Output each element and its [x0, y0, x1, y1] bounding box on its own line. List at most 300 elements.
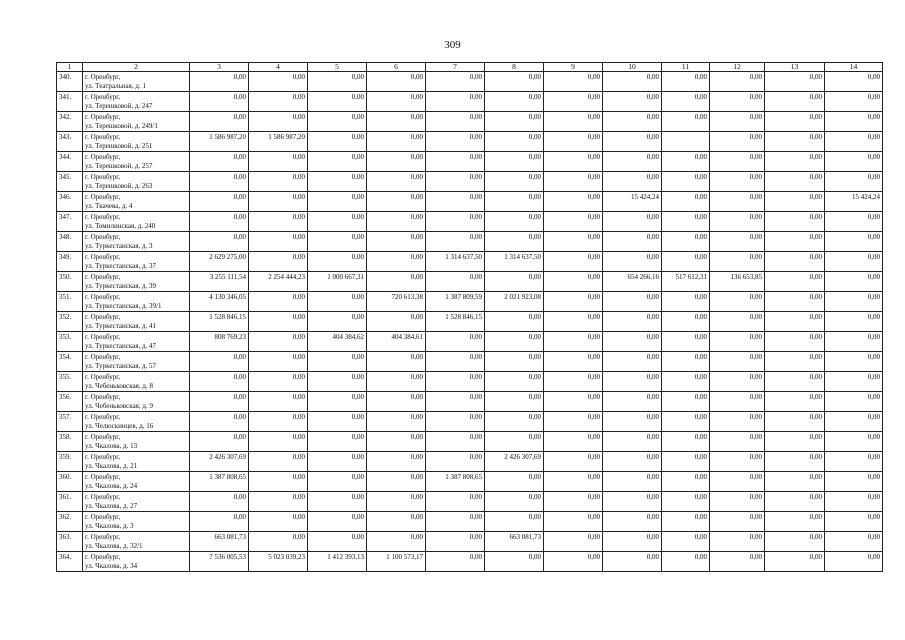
value-cell-col-13: 0,00 [765, 472, 825, 492]
table-row [57, 552, 883, 572]
value-cell-col-14: 0,00 [825, 332, 883, 352]
value-cell-col-3: 7 536 005,53 [190, 552, 249, 572]
value-cell-col-14: 0,00 [825, 352, 883, 372]
value-cell-col-5: 0,00 [308, 232, 367, 252]
address-cell [83, 312, 190, 332]
value-cell-col-4: 0,00 [249, 252, 308, 272]
value-cell-col-4: 1 586 987,20 [249, 132, 308, 152]
value-cell-col-11: 0,00 [662, 232, 710, 252]
address-city: г. Оренбург, [85, 293, 121, 301]
address-cell [83, 412, 190, 432]
value-cell-col-12: 0,00 [710, 332, 765, 352]
row-number: 354. [57, 352, 83, 372]
address-street: ул. Туркестанская, д. 47 [85, 342, 157, 350]
value-cell-col-14: 0,00 [825, 232, 883, 252]
value-cell-col-8: 0,00 [485, 132, 544, 152]
value-cell-col-12: 0,00 [710, 552, 765, 572]
value-cell-col-10: 654 266,16 [603, 272, 662, 292]
address-city: г. Оренбург, [85, 553, 121, 561]
value-cell-col-6: 404 384,61 [367, 332, 426, 352]
address-cell [83, 552, 190, 572]
value-cell-col-12: 0,00 [710, 232, 765, 252]
address-city: г. Оренбург, [85, 353, 121, 361]
value-cell-col-11: 0,00 [662, 432, 710, 452]
row-number: 357. [57, 412, 83, 432]
value-cell-col-5: 0,00 [308, 312, 367, 332]
address-street: ул. Туркестанская, д. 39 [85, 282, 157, 290]
column-header-13: 13 [765, 63, 825, 72]
value-cell-col-11: 0,00 [662, 512, 710, 532]
address-city: г. Оренбург, [85, 253, 121, 261]
value-cell-col-4: 0,00 [249, 212, 308, 232]
value-cell-col-6: 0,00 [367, 432, 426, 452]
address-street: ул. Туркестанская, д. 3 [85, 242, 153, 250]
value-cell-col-5: 0,00 [308, 72, 367, 92]
value-cell-col-10: 0,00 [603, 472, 662, 492]
value-cell-col-13: 0,00 [765, 92, 825, 112]
value-cell-col-14: 0,00 [825, 312, 883, 332]
value-cell-col-9: 0,00 [544, 352, 603, 372]
table-row [57, 232, 883, 252]
value-cell-col-7: 0,00 [426, 392, 485, 412]
value-cell-col-3: 1 528 846,15 [190, 312, 249, 332]
value-cell-col-9: 0,00 [544, 392, 603, 412]
row-number: 348. [57, 232, 83, 252]
value-cell-col-6: 0,00 [367, 192, 426, 212]
value-cell-col-4: 0,00 [249, 152, 308, 172]
address-city: г. Оренбург, [85, 533, 121, 541]
value-cell-col-10: 0,00 [603, 112, 662, 132]
value-cell-col-7: 1 314 637,50 [426, 252, 485, 272]
table-row [57, 332, 883, 352]
value-cell-col-12: 0,00 [710, 92, 765, 112]
value-cell-col-13: 0,00 [765, 452, 825, 472]
value-cell-col-7: 0,00 [426, 192, 485, 212]
value-cell-col-11: 517 612,31 [662, 272, 710, 292]
value-cell-col-11: 0,00 [662, 452, 710, 472]
address-city: г. Оренбург, [85, 153, 121, 161]
column-header-4: 4 [249, 63, 308, 72]
value-cell-col-9: 0,00 [544, 412, 603, 432]
table-row [57, 92, 883, 112]
address-cell [83, 112, 190, 132]
value-cell-col-7: 0,00 [426, 412, 485, 432]
value-cell-col-5: 0,00 [308, 432, 367, 452]
value-cell-col-4: 5 023 039,23 [249, 552, 308, 572]
table-row [57, 392, 883, 412]
address-street: ул. Чкалова, д. 3 [85, 522, 134, 530]
value-cell-col-6: 0,00 [367, 172, 426, 192]
value-cell-col-6: 0,00 [367, 492, 426, 512]
column-header-8: 8 [485, 63, 544, 72]
data-table [56, 62, 883, 572]
value-cell-col-6: 0,00 [367, 392, 426, 412]
value-cell-col-7: 0,00 [426, 172, 485, 192]
value-cell-col-13: 0,00 [765, 172, 825, 192]
value-cell-col-7: 0,00 [426, 132, 485, 152]
value-cell-col-7: 0,00 [426, 532, 485, 552]
value-cell-col-13: 0,00 [765, 252, 825, 272]
value-cell-col-8: 0,00 [485, 432, 544, 452]
value-cell-col-6: 0,00 [367, 92, 426, 112]
value-cell-col-10: 15 424,24 [603, 192, 662, 212]
value-cell-col-9: 0,00 [544, 472, 603, 492]
value-cell-col-10: 0,00 [603, 72, 662, 92]
value-cell-col-11: 0,00 [662, 192, 710, 212]
value-cell-col-9: 0,00 [544, 72, 603, 92]
header-row [57, 63, 883, 72]
value-cell-col-11: 0,00 [662, 552, 710, 572]
address-cell [83, 332, 190, 352]
column-header-5: 5 [308, 63, 367, 72]
table-row [57, 172, 883, 192]
value-cell-col-8: 0,00 [485, 492, 544, 512]
address-street: ул. Чкалова, д. 34 [85, 562, 138, 570]
value-cell-col-12: 0,00 [710, 212, 765, 232]
value-cell-col-14: 0,00 [825, 252, 883, 272]
value-cell-col-12: 0,00 [710, 532, 765, 552]
value-cell-col-5: 0,00 [308, 292, 367, 312]
value-cell-col-10: 0,00 [603, 152, 662, 172]
column-header-6: 6 [367, 63, 426, 72]
address-cell [83, 92, 190, 112]
value-cell-col-12: 0,00 [710, 452, 765, 472]
value-cell-col-4: 0,00 [249, 412, 308, 432]
value-cell-col-9: 0,00 [544, 312, 603, 332]
address-cell [83, 172, 190, 192]
value-cell-col-11: 0,00 [662, 352, 710, 372]
value-cell-col-3: 2 426 307,69 [190, 452, 249, 472]
value-cell-col-3: 663 081,73 [190, 532, 249, 552]
value-cell-col-7: 0,00 [426, 212, 485, 232]
value-cell-col-8: 2 426 307,69 [485, 452, 544, 472]
value-cell-col-10: 0,00 [603, 212, 662, 232]
column-header-3: 3 [190, 63, 249, 72]
value-cell-col-11: 0,00 [662, 392, 710, 412]
value-cell-col-12: 0,00 [710, 512, 765, 532]
value-cell-col-3: 0,00 [190, 432, 249, 452]
value-cell-col-8: 2 021 923,08 [485, 292, 544, 312]
value-cell-col-6: 0,00 [367, 232, 426, 252]
value-cell-col-9: 0,00 [544, 532, 603, 552]
value-cell-col-3: 0,00 [190, 232, 249, 252]
address-city: г. Оренбург, [85, 453, 121, 461]
value-cell-col-8: 0,00 [485, 552, 544, 572]
value-cell-col-7: 0,00 [426, 372, 485, 392]
value-cell-col-5: 0,00 [308, 412, 367, 432]
value-cell-col-8: 0,00 [485, 112, 544, 132]
value-cell-col-5: 0,00 [308, 352, 367, 372]
value-cell-col-6: 0,00 [367, 112, 426, 132]
row-number: 347. [57, 212, 83, 232]
value-cell-col-10: 0,00 [603, 92, 662, 112]
value-cell-col-8: 663 081,73 [485, 532, 544, 552]
value-cell-col-12: 0,00 [710, 412, 765, 432]
value-cell-col-11: 0,00 [662, 172, 710, 192]
value-cell-col-13: 0,00 [765, 432, 825, 452]
value-cell-col-12: 0,00 [710, 392, 765, 412]
address-cell [83, 72, 190, 92]
value-cell-col-7: 0,00 [426, 432, 485, 452]
table-row [57, 452, 883, 472]
address-street: ул. Чебеньковская, д. 9 [85, 402, 153, 410]
value-cell-col-11: 0,00 [662, 312, 710, 332]
value-cell-col-10: 0,00 [603, 332, 662, 352]
address-street: ул. Чебеньковская, д. 8 [85, 382, 153, 390]
value-cell-col-6: 0,00 [367, 272, 426, 292]
address-cell [83, 152, 190, 172]
value-cell-col-12: 0,00 [710, 292, 765, 312]
value-cell-col-13: 0,00 [765, 112, 825, 132]
value-cell-col-7: 0,00 [426, 512, 485, 532]
address-cell [83, 452, 190, 472]
value-cell-col-12: 0,00 [710, 252, 765, 272]
value-cell-col-4: 0,00 [249, 512, 308, 532]
value-cell-col-14: 0,00 [825, 472, 883, 492]
column-header-9: 9 [544, 63, 603, 72]
row-number: 364. [57, 552, 83, 572]
value-cell-col-10: 0,00 [603, 372, 662, 392]
column-header-7: 7 [426, 63, 485, 72]
row-number: 362. [57, 512, 83, 532]
value-cell-col-9: 0,00 [544, 492, 603, 512]
value-cell-col-7: 0,00 [426, 92, 485, 112]
value-cell-col-14: 0,00 [825, 172, 883, 192]
value-cell-col-14: 0,00 [825, 152, 883, 172]
value-cell-col-14: 0,00 [825, 552, 883, 572]
row-number: 356. [57, 392, 83, 412]
address-city: г. Оренбург, [85, 373, 121, 381]
value-cell-col-8: 0,00 [485, 332, 544, 352]
value-cell-col-8: 0,00 [485, 392, 544, 412]
value-cell-col-6: 0,00 [367, 452, 426, 472]
value-cell-col-8: 0,00 [485, 212, 544, 232]
address-city: г. Оренбург, [85, 473, 121, 481]
address-street: ул. Туркестанская, д. 39/1 [85, 302, 162, 310]
value-cell-col-3: 0,00 [190, 112, 249, 132]
address-city: г. Оренбург, [85, 173, 121, 181]
table-row [57, 312, 883, 332]
value-cell-col-5: 0,00 [308, 472, 367, 492]
value-cell-col-4: 0,00 [249, 92, 308, 112]
row-number: 344. [57, 152, 83, 172]
value-cell-col-13: 0,00 [765, 152, 825, 172]
value-cell-col-10: 0,00 [603, 532, 662, 552]
address-city: г. Оренбург, [85, 213, 121, 221]
value-cell-col-12: 0,00 [710, 472, 765, 492]
value-cell-col-14: 0,00 [825, 532, 883, 552]
value-cell-col-10: 0,00 [603, 552, 662, 572]
value-cell-col-5: 0,00 [308, 112, 367, 132]
value-cell-col-4: 0,00 [249, 292, 308, 312]
address-city: г. Оренбург, [85, 273, 121, 281]
address-cell [83, 192, 190, 212]
value-cell-col-14: 0,00 [825, 392, 883, 412]
value-cell-col-4: 0,00 [249, 232, 308, 252]
value-cell-col-12: 0,00 [710, 172, 765, 192]
row-number: 343. [57, 132, 83, 152]
table-row [57, 212, 883, 232]
value-cell-col-3: 808 769,23 [190, 332, 249, 352]
address-street: ул. Челюскинцев, д. 16 [85, 422, 154, 430]
address-city: г. Оренбург, [85, 133, 121, 141]
value-cell-col-8: 0,00 [485, 92, 544, 112]
value-cell-col-8: 0,00 [485, 172, 544, 192]
value-cell-col-11: 0,00 [662, 372, 710, 392]
value-cell-col-6: 0,00 [367, 252, 426, 272]
value-cell-col-4: 0,00 [249, 392, 308, 412]
value-cell-col-10: 0,00 [603, 492, 662, 512]
value-cell-col-7: 0,00 [426, 232, 485, 252]
address-city: г. Оренбург, [85, 513, 121, 521]
value-cell-col-14: 0,00 [825, 292, 883, 312]
row-number: 358. [57, 432, 83, 452]
address-cell [83, 352, 190, 372]
address-city: г. Оренбург, [85, 113, 121, 121]
address-city: г. Оренбург, [85, 313, 121, 321]
value-cell-col-5: 1 000 667,31 [308, 272, 367, 292]
row-number: 345. [57, 172, 83, 192]
value-cell-col-7: 0,00 [426, 552, 485, 572]
address-street: ул. Туркестанская, д. 41 [85, 322, 157, 330]
value-cell-col-4: 2 254 444,23 [249, 272, 308, 292]
address-street: ул. Чкалова, д. 13 [85, 442, 138, 450]
address-city: г. Оренбург, [85, 433, 121, 441]
address-city: г. Оренбург, [85, 333, 121, 341]
address-cell [83, 492, 190, 512]
table-row [57, 492, 883, 512]
table-row [57, 132, 883, 152]
column-header-10: 10 [603, 63, 662, 72]
table-body [57, 72, 883, 572]
value-cell-col-14: 0,00 [825, 432, 883, 452]
value-cell-col-14: 0,00 [825, 212, 883, 232]
value-cell-col-9: 0,00 [544, 112, 603, 132]
value-cell-col-11: 0,00 [662, 472, 710, 492]
value-cell-col-10: 0,00 [603, 292, 662, 312]
value-cell-col-8: 0,00 [485, 232, 544, 252]
value-cell-col-10: 0,00 [603, 312, 662, 332]
value-cell-col-13: 0,00 [765, 552, 825, 572]
value-cell-col-3: 0,00 [190, 212, 249, 232]
value-cell-col-7: 1 528 846,15 [426, 312, 485, 332]
value-cell-col-5: 0,00 [308, 452, 367, 472]
address-city: г. Оренбург, [85, 233, 121, 241]
table-row [57, 532, 883, 552]
value-cell-col-11 [662, 132, 710, 152]
value-cell-col-4: 0,00 [249, 172, 308, 192]
value-cell-col-9: 0,00 [544, 552, 603, 572]
value-cell-col-11: 0,00 [662, 92, 710, 112]
address-cell [83, 512, 190, 532]
value-cell-col-11: 0,00 [662, 532, 710, 552]
value-cell-col-6: 0,00 [367, 352, 426, 372]
value-cell-col-3: 0,00 [190, 372, 249, 392]
row-number: 355. [57, 372, 83, 392]
value-cell-col-5: 0,00 [308, 252, 367, 272]
value-cell-col-8: 0,00 [485, 372, 544, 392]
value-cell-col-3: 0,00 [190, 352, 249, 372]
value-cell-col-14: 0,00 [825, 512, 883, 532]
value-cell-col-8: 0,00 [485, 312, 544, 332]
value-cell-col-4: 0,00 [249, 352, 308, 372]
table-row [57, 432, 883, 452]
value-cell-col-9: 0,00 [544, 152, 603, 172]
address-street: ул. Чкалова, д. 27 [85, 502, 138, 510]
row-number: 352. [57, 312, 83, 332]
table-row [57, 412, 883, 432]
address-city: г. Оренбург, [85, 413, 121, 421]
address-street: ул. Ткачева, д. 4 [85, 202, 133, 210]
value-cell-col-8: 0,00 [485, 352, 544, 372]
value-cell-col-14: 0,00 [825, 412, 883, 432]
value-cell-col-11: 0,00 [662, 292, 710, 312]
value-cell-col-14: 0,00 [825, 92, 883, 112]
value-cell-col-14: 0,00 [825, 112, 883, 132]
value-cell-col-11: 0,00 [662, 212, 710, 232]
value-cell-col-9: 0,00 [544, 512, 603, 532]
row-number: 342. [57, 112, 83, 132]
address-city: г. Оренбург, [85, 93, 121, 101]
value-cell-col-13: 0,00 [765, 132, 825, 152]
value-cell-col-12: 136 653,85 [710, 272, 765, 292]
value-cell-col-13: 0,00 [765, 312, 825, 332]
row-number: 351. [57, 292, 83, 312]
address-street: ул. Терешковой, д. 263 [85, 182, 153, 190]
table-row [57, 112, 883, 132]
value-cell-col-8: 0,00 [485, 152, 544, 172]
value-cell-col-10: 0,00 [603, 352, 662, 372]
value-cell-col-6: 0,00 [367, 212, 426, 232]
value-cell-col-5: 0,00 [308, 492, 367, 512]
value-cell-col-13: 0,00 [765, 412, 825, 432]
value-cell-col-7: 0,00 [426, 492, 485, 512]
table-row [57, 272, 883, 292]
value-cell-col-5: 0,00 [308, 132, 367, 152]
value-cell-col-13: 0,00 [765, 212, 825, 232]
value-cell-col-10: 0,00 [603, 172, 662, 192]
value-cell-col-13: 0,00 [765, 392, 825, 412]
value-cell-col-13: 0,00 [765, 332, 825, 352]
value-cell-col-6: 0,00 [367, 532, 426, 552]
table-row [57, 352, 883, 372]
value-cell-col-8: 0,00 [485, 272, 544, 292]
value-cell-col-10: 0,00 [603, 452, 662, 472]
address-cell [83, 532, 190, 552]
value-cell-col-4: 0,00 [249, 532, 308, 552]
value-cell-col-4: 0,00 [249, 72, 308, 92]
row-number: 346. [57, 192, 83, 212]
value-cell-col-7: 0,00 [426, 352, 485, 372]
value-cell-col-7: 0,00 [426, 112, 485, 132]
value-cell-col-13: 0,00 [765, 272, 825, 292]
value-cell-col-7: 0,00 [426, 72, 485, 92]
value-cell-col-10: 0,00 [603, 252, 662, 272]
value-cell-col-7: 0,00 [426, 272, 485, 292]
value-cell-col-6: 0,00 [367, 372, 426, 392]
value-cell-col-6: 720 613,38 [367, 292, 426, 312]
value-cell-col-6: 0,00 [367, 72, 426, 92]
value-cell-col-12: 0,00 [710, 432, 765, 452]
value-cell-col-8: 0,00 [485, 192, 544, 212]
value-cell-col-11: 0,00 [662, 252, 710, 272]
value-cell-col-10: 0,00 [603, 512, 662, 532]
column-header-12: 12 [710, 63, 765, 72]
value-cell-col-3: 0,00 [190, 172, 249, 192]
value-cell-col-12: 0,00 [710, 312, 765, 332]
address-cell [83, 392, 190, 412]
value-cell-col-3: 1 586 987,20 [190, 132, 249, 152]
